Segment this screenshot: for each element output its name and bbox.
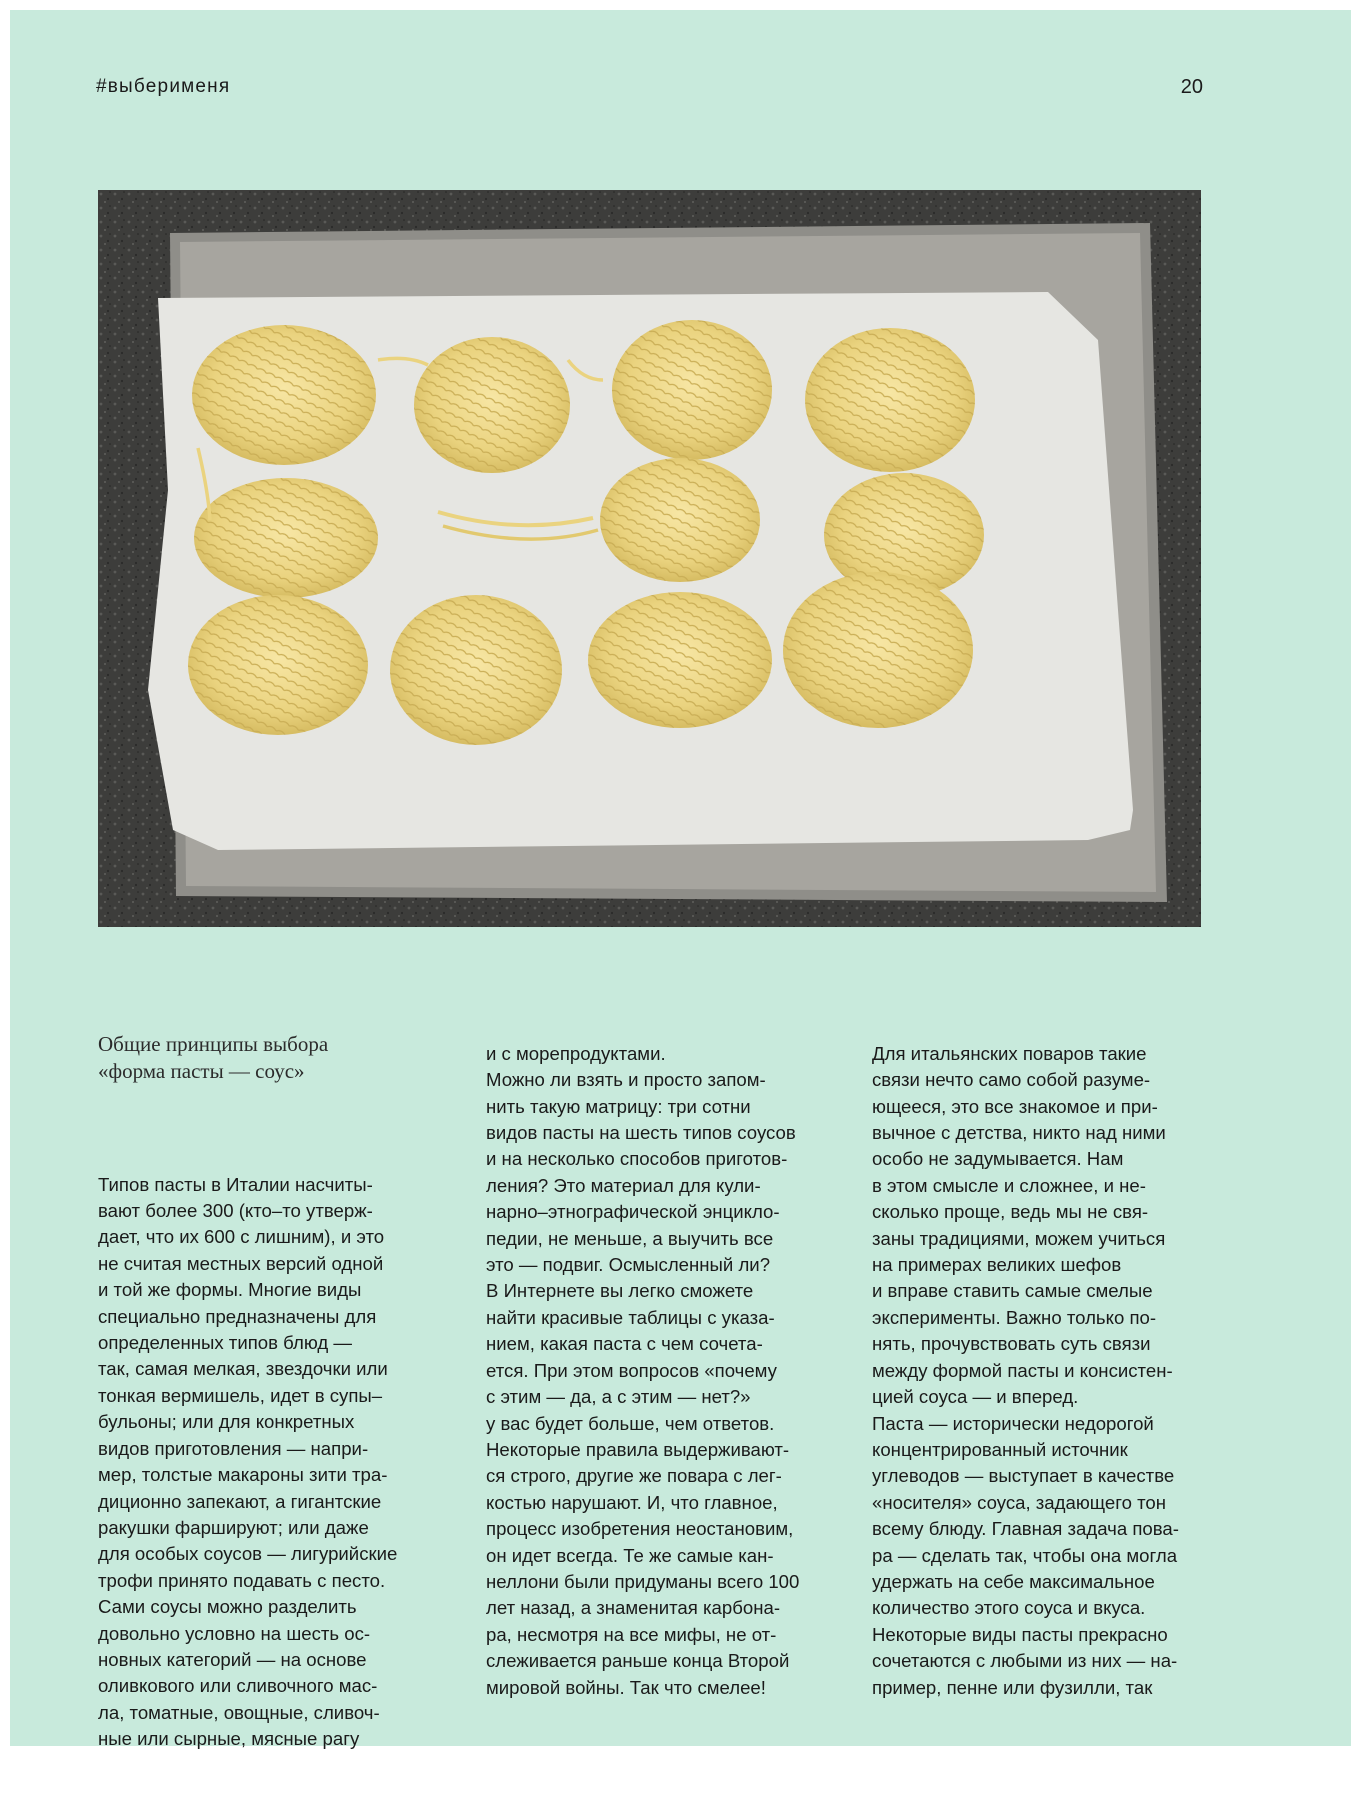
pasta-nest — [194, 478, 378, 598]
hashtag-header: #выберименя — [96, 76, 231, 97]
body-text: Для итальянских поваров такие связи нечто само собой разуме- ющееся, это все знакомое и при- вычное с детства, никто над ними особо не задумывается. Нам в этом смысле и сложнее, и не- сколько проще, ведь мы не свя- заны традициями, можем учиться на примерах великих шефов и вправе ставить самые смелые эксперименты. Важно только по- нять, прочувствовать суть связи между формой пасты и консистен- цией соуса — и вперед. Паста — исторически недорогой концентрированный источник углеводов — выступает в качестве «носителя» соуса, задающего тон всему блюду. Главная задача пова- ра — сделать так, чтобы она могла удержать на себе максимальное количество этого соуса и вкуса. Некоторые виды пасты прекрасно сочетаются с любыми из них — на- пример, пенне или фузилли, так — [872, 1042, 1179, 1698]
text-column-1 — [98, 978, 428, 1805]
pasta-nest — [612, 320, 772, 460]
pasta-nest — [805, 328, 975, 472]
pasta-photo — [98, 190, 1201, 927]
section-heading: Общие принципы выбора «форма пасты — соус» — [98, 1031, 329, 1083]
body-text: и с морепродуктами. Можно ли взять и просто запом- нить такую матрицу: три сотни видов пасты на шесть типов соусов и на несколько способов приготов- ления? Это материал для кули- нарно–этнографической энцикло- педии, не меньше, а выучить все это — подвиг. Осмысленный ли? В Интернете вы легко сможете найти красивые таблицы с указа- нием, какая паста с чем сочета- ется. При этом вопросов «почему с этим — да, а с этим — нет?» у вас будет больше, чем ответов. Некоторые правила выдерживают- ся строго, другие же повара с лег- костью нарушают. И, что главное, процесс изобретения неостановим, он идет всегда. Те же самые кан- неллони были придуманы всего 100 лет назад, а знаменитая карбона- ра, несмотря на все мифы, не от- слеживается раньше конца Второй мировой войны. Так что смелее! — [486, 1042, 800, 1698]
pasta-nest — [588, 592, 772, 728]
pasta-nest — [192, 325, 376, 465]
page-number: 20 — [1180, 76, 1203, 98]
pasta-nest — [783, 572, 973, 728]
text-column-2 — [486, 988, 826, 1754]
text-column-3 — [872, 988, 1212, 1754]
magazine-page — [10, 10, 1351, 1750]
pasta-nest — [188, 595, 368, 735]
pasta-nest — [414, 337, 570, 473]
pasta-nest — [390, 595, 562, 745]
body-text: Типов пасты в Италии насчиты- вают более 300 (кто–то утверж- дает, что их 600 с лишним), и это не считая местных версий одной и той же формы. Многие виды специально предназначены для определенных типов блюд — так, самая мелкая, звездочки или тонкая вермишель, идет в супы– бульоны; или для конкретных видов приготовления — напри- мер, толстые макароны зити тра- диционно запекают, а гигантские ракушки фаршируют; или даже для особых соусов — лигурийские трофи принято подавать с песто. Сами соусы можно разделить довольно условно на шесть ос- новных категорий — на основе оливкового или сливочного мас- ла, томатные, овощные, сливоч- ные или сырные, мясные рагу — [98, 1173, 398, 1750]
pasta-nest — [600, 458, 760, 582]
